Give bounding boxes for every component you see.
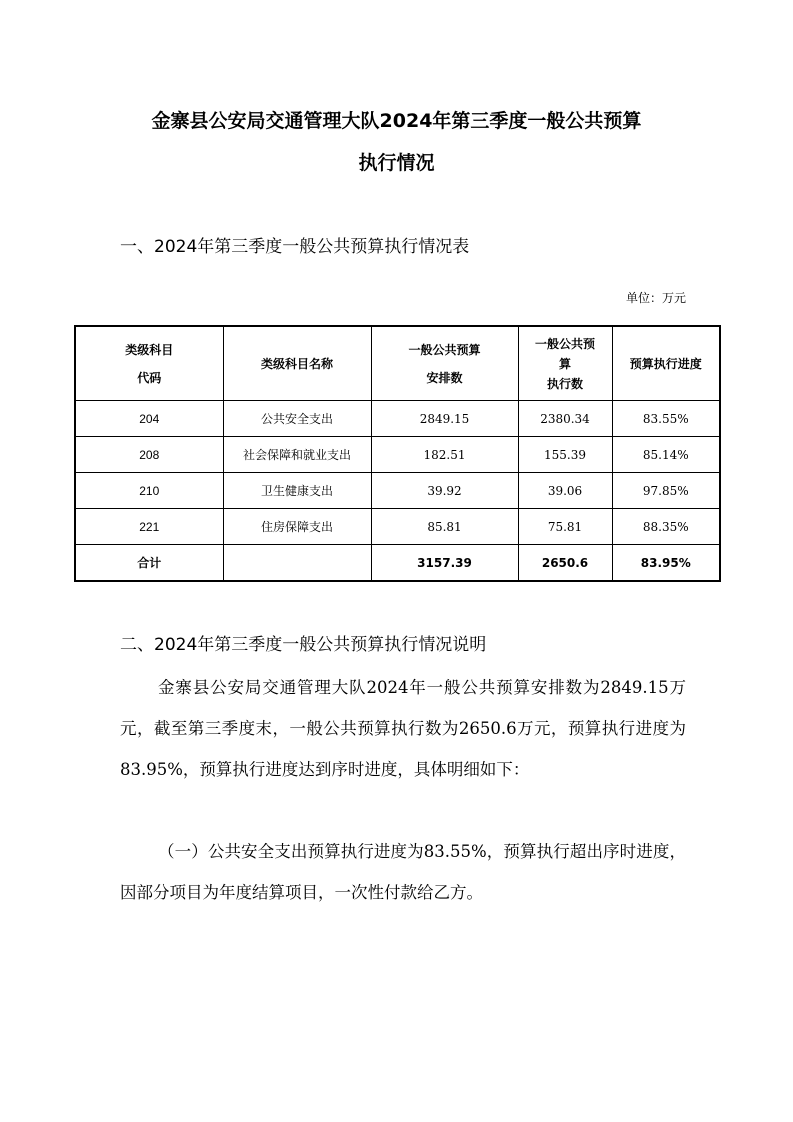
- table-header-row: [75, 326, 720, 401]
- header-executed-line3: 执行数: [546, 376, 583, 391]
- row-budget: 39.92: [371, 473, 518, 509]
- row-progress: 83.55%: [612, 401, 720, 437]
- row-name: 公共安全支出: [223, 401, 371, 437]
- row-executed: 2380.34: [518, 401, 612, 437]
- row-budget: 182.51: [371, 437, 518, 473]
- row-name: 社会保障和就业支出: [223, 437, 371, 473]
- document-title-line2: 执行情况: [358, 152, 435, 174]
- table-total-row: [75, 545, 720, 582]
- header-executed-line2: 算: [558, 356, 571, 371]
- unit-label: 单位：万元: [625, 291, 686, 305]
- row-code: 221: [75, 509, 223, 545]
- total-progress: 83.95%: [612, 545, 720, 582]
- row-progress: 97.85%: [612, 473, 720, 509]
- header-code: [75, 326, 223, 401]
- header-budget-line1: 一般公共预算: [408, 342, 481, 357]
- table-row: [75, 401, 720, 437]
- row-code: 210: [75, 473, 223, 509]
- total-name: [223, 545, 371, 582]
- header-code-line2: 代码: [137, 370, 162, 385]
- row-progress: 88.35%: [612, 509, 720, 545]
- header-executed: [518, 326, 612, 401]
- header-budget: [371, 326, 518, 401]
- row-budget: 2849.15: [371, 401, 518, 437]
- row-code: 208: [75, 437, 223, 473]
- header-code-line1: 类级科目: [125, 342, 174, 357]
- total-executed: 2650.6: [518, 545, 612, 582]
- table-row: [75, 437, 720, 473]
- header-progress: 预算执行进度: [612, 326, 720, 401]
- row-name: 住房保障支出: [223, 509, 371, 545]
- header-executed-line1: 一般公共预: [534, 336, 595, 351]
- row-progress: 85.14%: [612, 437, 720, 473]
- detail-paragraph: （一）公共安全支出预算执行进度为83.55%，预算执行超出序时进度，因部分项目为年度结算项目，一次性付款给乙方。: [120, 842, 686, 902]
- row-budget: 85.81: [371, 509, 518, 545]
- header-budget-line2: 安排数: [426, 370, 463, 385]
- table-row: [75, 473, 720, 509]
- row-executed: 39.06: [518, 473, 612, 509]
- section2-heading: 二、2024年第三季度一般公共预算执行情况说明: [120, 635, 487, 655]
- table-row: [75, 509, 720, 545]
- explanation-paragraph: 金寨县公安局交通管理大队2024年一般公共预算安排数为2849.15万元，截至第三季度末，一般公共预算执行数为2650.6万元，预算执行进度为83.95%，预算执行进度达到序时进度，具体明细如下：: [120, 678, 686, 779]
- total-label: 合计: [75, 545, 223, 582]
- section1-heading: 一、2024年第三季度一般公共预算执行情况表: [120, 237, 470, 257]
- row-executed: 75.81: [518, 509, 612, 545]
- row-code: 204: [75, 401, 223, 437]
- header-name: 类级科目名称: [223, 326, 371, 401]
- budget-table: [74, 325, 721, 582]
- total-budget: 3157.39: [371, 545, 518, 582]
- document-title-line1: 金寨县公安局交通管理大队2024年第三季度一般公共预算: [151, 110, 642, 132]
- row-name: 卫生健康支出: [223, 473, 371, 509]
- row-executed: 155.39: [518, 437, 612, 473]
